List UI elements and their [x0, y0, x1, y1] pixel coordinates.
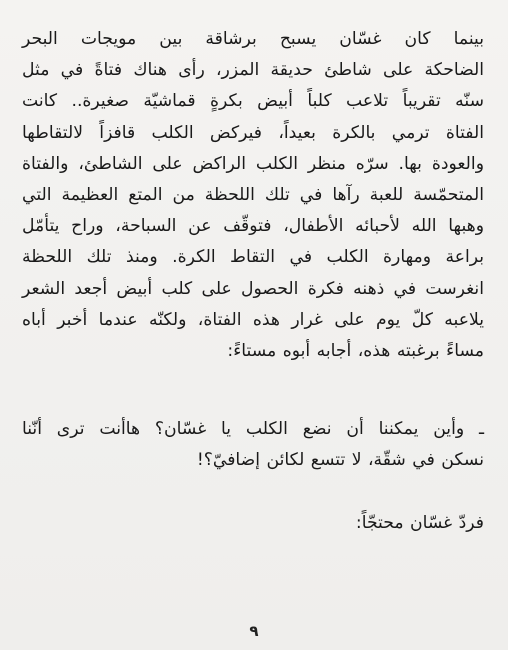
- text-line: فردّ غسّان محتجّاً:: [355, 513, 484, 533]
- text-line: بينما كان غسّان يسبح برشاقة بين مويجات البحر: [22, 29, 484, 49]
- text-line: وهبها الله لأحبائه الأطفال، فتوقّف عن السباحة، وراح يتأمّل: [22, 216, 484, 237]
- text-line: المتحمّسة للعبة رآها في تلك اللحظة من المتع العظيمة التي: [22, 185, 484, 206]
- text-line: والعودة بها. سرّه منظر الكلب الراكض على الشاطئ، والفتاة: [22, 153, 484, 174]
- text-line: الفتاة ترمي بالكرة بعيداً، فيركض الكلب قافزاً لالتقاطها: [22, 122, 484, 143]
- text-line: مساءً برغبته هذه، أجابه أبوه مستاءً:: [227, 341, 484, 362]
- paragraph-narrative: [22, 24, 484, 367]
- text-line: ـ وأين يمكننا أن نضع الكلب يا غسّان؟ هاأنت ترى أنّنا: [22, 419, 484, 439]
- text-line: يلاعبه كلّ يوم على غرار هذه الفتاة، ولكنّه عندما أخبر أباه: [22, 309, 484, 330]
- text-line: سنّه تقريباً تلاعب كلباً أبيض بكرةٍ قماشيّة صغيرة.. كانت: [22, 91, 484, 112]
- text-line: نسكن في شقّة، لا تتسع لكائن إضافيّ؟!: [196, 450, 484, 471]
- text-line: الضاحكة على شاطئ حديقة المزر، رأى هناك فتاةً في مثل: [22, 60, 484, 81]
- text-line: براعة ومهارة الكلب في التقاط الكرة. ومنذ تلك اللحظة: [22, 247, 484, 268]
- paragraph-dialogue-ghassan: [22, 508, 484, 539]
- paragraph-dialogue-father: [22, 414, 484, 476]
- text-line: انغرست في ذهنه فكرة الحصول على كلب أبيض أجعد الشعر: [22, 278, 484, 299]
- page-number: ٩: [249, 622, 259, 640]
